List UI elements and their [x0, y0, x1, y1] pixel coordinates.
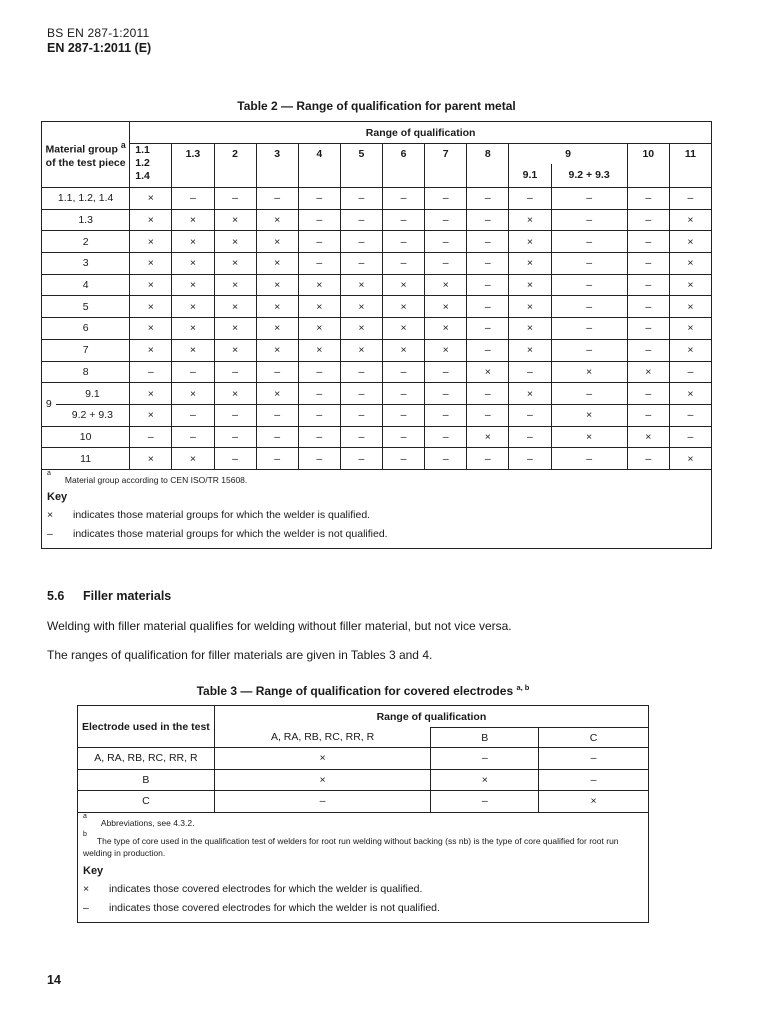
cell: –: [467, 231, 509, 253]
cell: –: [298, 404, 340, 426]
row-label: 1.3: [42, 209, 130, 231]
table2-row: [42, 188, 712, 210]
cell: –: [627, 253, 669, 275]
row-label: 3: [42, 253, 130, 275]
row-label: 9.2 + 9.3: [56, 404, 130, 426]
cell: ×: [172, 231, 214, 253]
cell: –: [214, 791, 431, 813]
cell: –: [551, 253, 627, 275]
cell: ×: [172, 296, 214, 318]
section-heading: 5.6 Filler materials: [47, 589, 172, 603]
col-header-11: 11: [669, 144, 711, 188]
cell: –: [425, 253, 467, 275]
cell: ×: [509, 231, 551, 253]
col-header-11-12-14: 1.1 1.2 1.4: [130, 144, 172, 188]
cell: –: [669, 404, 711, 426]
table2-caption: Table 2 — Range of qualification for parent metal: [237, 99, 516, 113]
cell: –: [256, 361, 298, 383]
cell: ×: [130, 253, 172, 275]
cell: ×: [467, 361, 509, 383]
table2-row: [42, 448, 712, 470]
cell: –: [509, 404, 551, 426]
table2: [41, 121, 712, 549]
section-paragraph-1: Welding with filler material qualifies for welding without filler material, but not vice versa.: [47, 619, 512, 633]
cell: ×: [298, 274, 340, 296]
cell: –: [340, 404, 382, 426]
cell: ×: [298, 339, 340, 361]
cell: ×: [256, 231, 298, 253]
table2-row: [42, 383, 712, 405]
cell: ×: [172, 339, 214, 361]
table2-row: [42, 209, 712, 231]
cell: –: [383, 209, 425, 231]
table3-footnote-b: $^b$The type of core used in the qualification test of welders for root run welding without backing (ss nb) is the type of core qualified for root run welding in production.: [83, 831, 619, 859]
cell: –: [627, 188, 669, 210]
table2-row: [42, 231, 712, 253]
cell: –: [340, 209, 382, 231]
table3-key-qualified: × indicates those covered electrodes for which the welder is qualified.: [83, 883, 423, 896]
cell: ×: [172, 253, 214, 275]
cell: –: [627, 296, 669, 318]
cell: –: [467, 339, 509, 361]
cell: –: [383, 448, 425, 470]
cell: ×: [256, 253, 298, 275]
col-header-91: 9.1: [509, 164, 551, 188]
cell: ×: [130, 339, 172, 361]
table3-caption: Table 3 — Range of qualification for covered electrodes $^{a, b}$: [196, 683, 530, 698]
row-label: 2: [42, 231, 130, 253]
cell: –: [551, 274, 627, 296]
cell: –: [256, 448, 298, 470]
cell: ×: [669, 383, 711, 405]
cell: ×: [669, 209, 711, 231]
cell: –: [256, 426, 298, 448]
cell: –: [627, 448, 669, 470]
cell: ×: [130, 296, 172, 318]
table2-footnotes: [42, 469, 712, 548]
table3-row: [78, 748, 649, 770]
cell: ×: [256, 274, 298, 296]
row-label: 8: [42, 361, 130, 383]
cell: ×: [214, 296, 256, 318]
cell: ×: [340, 318, 382, 340]
cell: –: [383, 231, 425, 253]
col-header: 8: [467, 144, 509, 188]
col-header: 3: [256, 144, 298, 188]
cell: –: [467, 188, 509, 210]
cell: –: [383, 361, 425, 383]
cell: ×: [551, 404, 627, 426]
cell: –: [669, 188, 711, 210]
cell: –: [627, 383, 669, 405]
cell: ×: [130, 231, 172, 253]
table2-row: [42, 318, 712, 340]
cell: ×: [130, 188, 172, 210]
cell: ×: [383, 318, 425, 340]
cell: –: [551, 209, 627, 231]
cell: –: [467, 318, 509, 340]
cell: ×: [383, 296, 425, 318]
table2-row: [42, 253, 712, 275]
cell: ×: [425, 296, 467, 318]
cell: ×: [627, 361, 669, 383]
table3-footnotes: [78, 812, 649, 923]
range-header: Range of qualification: [130, 122, 712, 144]
table2-key-not-qualified: – indicates those material groups for which the welder is not qualified.: [47, 527, 388, 540]
cell: ×: [425, 274, 467, 296]
col-header: 4: [298, 144, 340, 188]
cell: –: [340, 188, 382, 210]
cell: –: [298, 426, 340, 448]
cell: –: [509, 426, 551, 448]
cell: ×: [509, 274, 551, 296]
cell: –: [551, 339, 627, 361]
cell: ×: [172, 274, 214, 296]
cell: –: [627, 318, 669, 340]
cell: ×: [256, 383, 298, 405]
cell: ×: [172, 448, 214, 470]
col-header: 7: [425, 144, 467, 188]
col-header-9: 9: [509, 144, 627, 164]
table3-range-header: Range of qualification: [214, 706, 648, 728]
standard-number-en: EN 287-1:2011 (E): [47, 41, 152, 55]
cell: ×: [256, 296, 298, 318]
cell: –: [383, 253, 425, 275]
cell: –: [214, 188, 256, 210]
row-label: 4: [42, 274, 130, 296]
table2-row: [42, 339, 712, 361]
cell: –: [298, 188, 340, 210]
cell: ×: [214, 253, 256, 275]
cell: –: [172, 361, 214, 383]
cell: ×: [425, 318, 467, 340]
cell: –: [298, 448, 340, 470]
cell: –: [340, 448, 382, 470]
table3-col-header: B: [431, 728, 539, 748]
cell: ×: [669, 296, 711, 318]
cell: –: [627, 339, 669, 361]
cell: ×: [256, 209, 298, 231]
cell: –: [425, 209, 467, 231]
cell: ×: [509, 383, 551, 405]
cell: –: [214, 361, 256, 383]
cell: ×: [431, 769, 539, 791]
cell: ×: [425, 339, 467, 361]
cell: ×: [172, 318, 214, 340]
cell: –: [172, 404, 214, 426]
cell: –: [467, 209, 509, 231]
cell: –: [425, 426, 467, 448]
cell: –: [256, 404, 298, 426]
col-header-92-93: 9.2 + 9.3: [551, 164, 627, 188]
cell: –: [340, 231, 382, 253]
row-label: 10: [42, 426, 130, 448]
cell: ×: [669, 253, 711, 275]
cell: –: [467, 404, 509, 426]
cell: –: [214, 448, 256, 470]
table3-row: [78, 769, 649, 791]
cell: –: [298, 253, 340, 275]
cell: –: [383, 404, 425, 426]
cell: –: [467, 253, 509, 275]
cell: ×: [509, 253, 551, 275]
row-label: 9.1: [56, 383, 130, 405]
cell: –: [551, 296, 627, 318]
table2-footnote-a: $^a$Material group according to CEN ISO/TR 15608.: [47, 469, 248, 485]
cell: ×: [509, 209, 551, 231]
table3: [77, 705, 649, 923]
table3-footnote-a: $^a$Abbreviations, see 4.3.2.: [83, 812, 195, 828]
cell: –: [256, 188, 298, 210]
cell: ×: [509, 296, 551, 318]
cell: –: [214, 426, 256, 448]
cell: ×: [214, 339, 256, 361]
cell: ×: [669, 339, 711, 361]
cell: ×: [256, 318, 298, 340]
table3-key-not-qualified: – indicates those covered electrodes for which the welder is not qualified.: [83, 902, 440, 915]
table2-row: [42, 404, 712, 426]
cell: –: [551, 448, 627, 470]
cell: ×: [551, 426, 627, 448]
cell: ×: [130, 318, 172, 340]
col-header-10: 10: [627, 144, 669, 188]
cell: ×: [509, 339, 551, 361]
cell: ×: [214, 231, 256, 253]
cell: ×: [130, 448, 172, 470]
cell: ×: [130, 383, 172, 405]
cell: ×: [214, 209, 256, 231]
row-label: C: [78, 791, 215, 813]
cell: –: [340, 253, 382, 275]
row-label: 11: [42, 448, 130, 470]
cell: –: [467, 296, 509, 318]
cell: ×: [214, 769, 431, 791]
cell: –: [172, 188, 214, 210]
table2-row: [42, 274, 712, 296]
cell: –: [551, 318, 627, 340]
cell: ×: [340, 296, 382, 318]
cell: –: [130, 426, 172, 448]
cell: ×: [214, 383, 256, 405]
table3-key-title: Key: [83, 865, 104, 878]
material-group-header: Material group $^a$ of the test piece: [42, 122, 130, 188]
cell: –: [551, 231, 627, 253]
cell: –: [298, 383, 340, 405]
cell: ×: [539, 791, 649, 813]
cell: –: [431, 791, 539, 813]
cell: –: [627, 274, 669, 296]
cell: –: [425, 448, 467, 470]
cell: ×: [256, 339, 298, 361]
cell: –: [425, 361, 467, 383]
cell: –: [509, 361, 551, 383]
cell: ×: [340, 339, 382, 361]
cell: –: [539, 769, 649, 791]
cell: –: [551, 188, 627, 210]
table3-col-header: A, RA, RB, RC, RR, R: [214, 728, 431, 748]
cell: ×: [669, 274, 711, 296]
cell: ×: [298, 296, 340, 318]
table3-row: [78, 791, 649, 813]
row-group-9: 9: [42, 383, 56, 426]
cell: –: [340, 361, 382, 383]
cell: –: [627, 404, 669, 426]
cell: –: [298, 209, 340, 231]
cell: –: [509, 188, 551, 210]
cell: –: [425, 404, 467, 426]
row-label: 7: [42, 339, 130, 361]
cell: ×: [669, 318, 711, 340]
cell: –: [130, 361, 172, 383]
cell: –: [539, 748, 649, 770]
table2-row: [42, 426, 712, 448]
cell: ×: [509, 318, 551, 340]
cell: –: [669, 361, 711, 383]
cell: ×: [298, 318, 340, 340]
cell: –: [551, 383, 627, 405]
section-paragraph-2: The ranges of qualification for filler materials are given in Tables 3 and 4.: [47, 648, 433, 662]
col-header: 5: [340, 144, 382, 188]
cell: –: [627, 231, 669, 253]
cell: ×: [214, 748, 431, 770]
page-number: 14: [47, 973, 61, 987]
cell: –: [172, 426, 214, 448]
cell: ×: [467, 426, 509, 448]
cell: ×: [172, 383, 214, 405]
row-label: 5: [42, 296, 130, 318]
cell: –: [214, 404, 256, 426]
cell: ×: [627, 426, 669, 448]
cell: ×: [383, 339, 425, 361]
cell: –: [425, 231, 467, 253]
cell: –: [298, 231, 340, 253]
cell: –: [298, 361, 340, 383]
cell: –: [467, 383, 509, 405]
cell: –: [383, 383, 425, 405]
cell: ×: [130, 209, 172, 231]
cell: –: [383, 188, 425, 210]
cell: ×: [214, 318, 256, 340]
row-label: 6: [42, 318, 130, 340]
cell: ×: [551, 361, 627, 383]
electrode-header: Electrode used in the test: [78, 706, 215, 748]
table2-row: [42, 296, 712, 318]
col-header: 2: [214, 144, 256, 188]
cell: –: [669, 426, 711, 448]
cell: –: [627, 209, 669, 231]
row-label: 1.1, 1.2, 1.4: [42, 188, 130, 210]
col-header: 6: [383, 144, 425, 188]
cell: ×: [130, 404, 172, 426]
cell: ×: [669, 231, 711, 253]
cell: ×: [383, 274, 425, 296]
cell: –: [425, 188, 467, 210]
cell: ×: [669, 448, 711, 470]
cell: –: [509, 448, 551, 470]
table2-key-qualified: × indicates those material groups for which the welder is qualified.: [47, 508, 371, 521]
table3-col-header: C: [539, 728, 649, 748]
cell: ×: [340, 274, 382, 296]
col-header: 1.3: [172, 144, 214, 188]
table2-key-title: Key: [47, 490, 68, 503]
table2-row: [42, 361, 712, 383]
cell: –: [383, 426, 425, 448]
cell: –: [340, 383, 382, 405]
row-label: A, RA, RB, RC, RR, R: [78, 748, 215, 770]
standard-number: BS EN 287-1:2011: [47, 26, 150, 40]
cell: –: [340, 426, 382, 448]
cell: –: [467, 274, 509, 296]
cell: –: [431, 748, 539, 770]
cell: –: [425, 383, 467, 405]
cell: –: [467, 448, 509, 470]
cell: ×: [130, 274, 172, 296]
cell: ×: [172, 209, 214, 231]
row-label: B: [78, 769, 215, 791]
cell: ×: [214, 274, 256, 296]
